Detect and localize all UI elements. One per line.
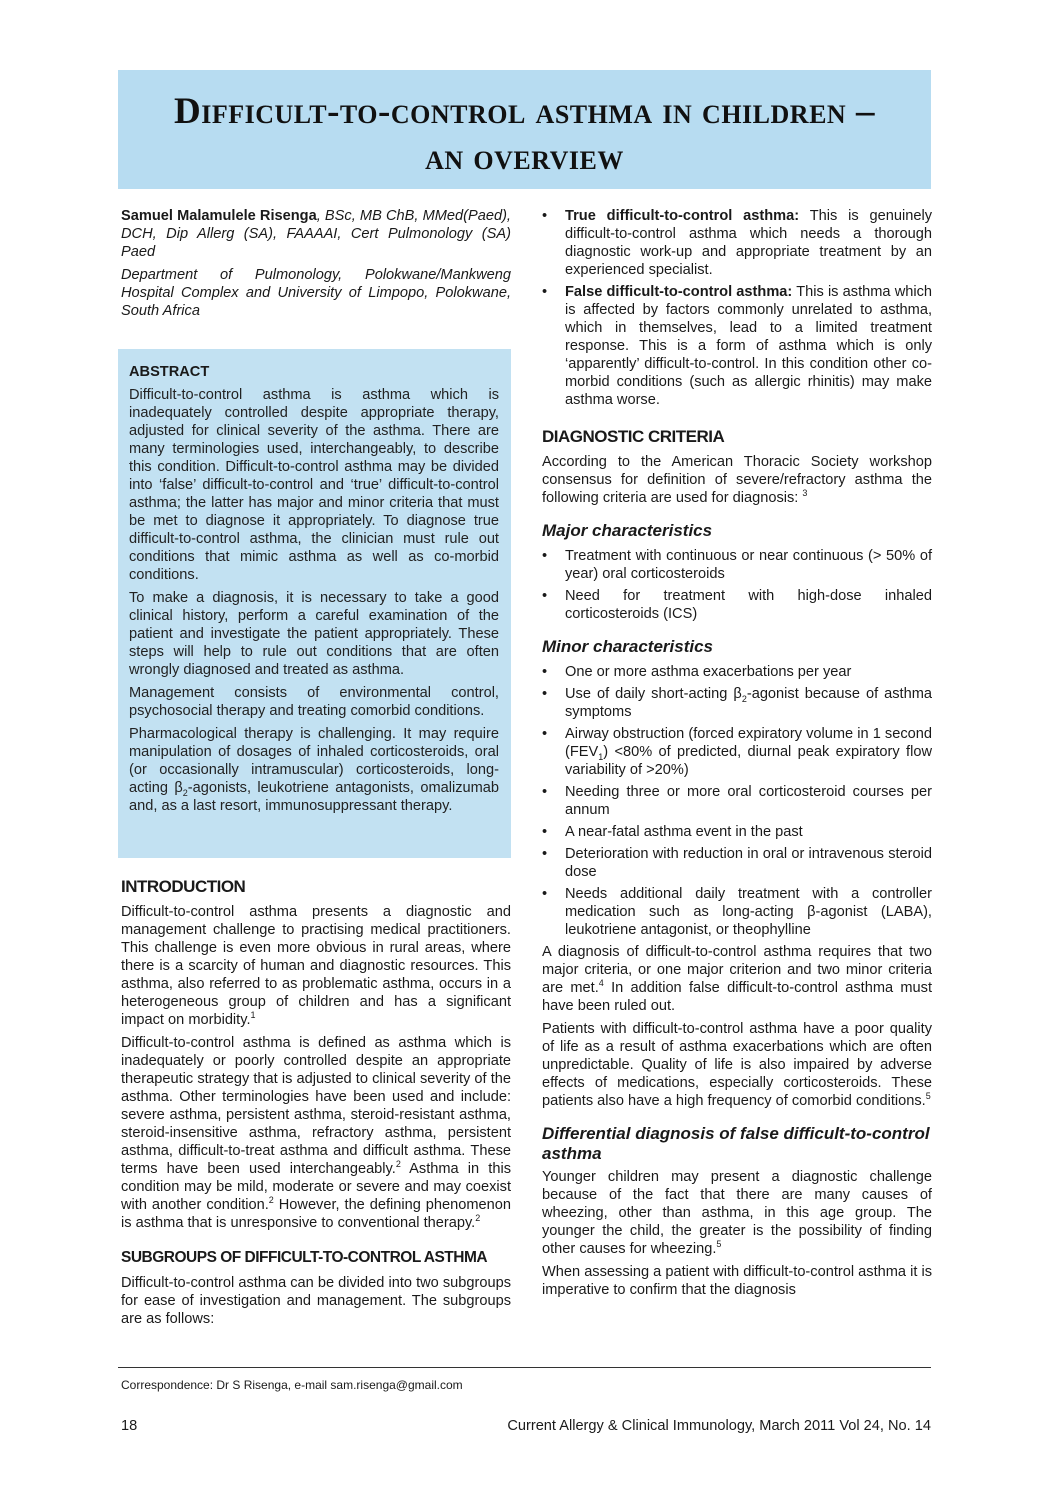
major-characteristics-heading: Major characteristics [542, 521, 713, 540]
body-paragraph [542, 1020, 932, 1110]
abstract-heading: ABSTRACT [129, 364, 210, 380]
abstract-box [118, 349, 511, 858]
text-span: Needing three or more oral corticosteroid courses per annum [565, 784, 932, 818]
term-label: True difficult-to-control asthma: [565, 208, 800, 224]
bullet: • [542, 664, 548, 680]
list-item [542, 663, 932, 681]
body-paragraph [121, 903, 511, 1029]
text-span: A diagnosis of difficult-to-control asthma requires that two major criteria, or one major criterion and two minor criteria are met. [542, 944, 932, 996]
text-span: This is genuinely difficult-to-control asthma which needs a thorough diagnostic work-up and appropriate treatment by an experienced specialist. [565, 208, 932, 278]
list-item [542, 685, 932, 721]
body-paragraph [542, 1168, 932, 1258]
text-span: Treatment with continuous or near continuous (> 50% of year) oral corticosteroids [565, 548, 932, 582]
beta-symbol: β [807, 904, 816, 920]
term-label: False difficult-to-control asthma: [565, 284, 793, 300]
text-span: -agonist (LABA), leukotriene antagonist, or theophylline [565, 904, 932, 938]
list-item [542, 587, 932, 623]
bullet: • [542, 284, 548, 300]
subgroup-list [542, 207, 932, 409]
text-span: According to the American Thoracic Society workshop consensus for definition of severe/refractory asthma the following criteria are used for diagnosis: [542, 454, 932, 506]
body-paragraph: Difficult-to-control asthma can be divided into two subgroups for ease of investigation and management. The subgroups are as follows: [121, 1275, 511, 1327]
text-span: Difficult-to-control asthma is defined as asthma which is inadequately or poorly controlled despite an appropriate therapeutic strategy that is adjusted to clinical severity of the asthma. Other terminologies have been used and include: severe asthma, persistent asthma, steroid-resistant asthma, steroid-insensitive asthma, refractory asthma, persistent asthma, difficult-to-treat asthma and difficult asthma. These terms have been used interchangeably. [121, 1035, 511, 1177]
left-column [121, 207, 511, 325]
author-block [121, 207, 511, 261]
body-paragraph [542, 943, 932, 1015]
body-paragraph [542, 453, 932, 507]
subscript: 2 [741, 693, 747, 704]
list-item [542, 823, 932, 841]
author-name: Samuel Malamulele Risenga [121, 208, 317, 224]
text-span: Airway obstruction (forced expiratory volume in 1 second (FEV [565, 726, 932, 760]
list-item [542, 547, 932, 583]
reference-number: 1 [250, 1010, 256, 1021]
author-credentials: , BSc, MB ChB, MMed(Paed), DCH, Dip Allerg (SA), FAAAAI, Cert Pulmonology (SA) Paed [121, 208, 511, 260]
reference-number: 2 [395, 1159, 401, 1170]
text-span: In addition false difficult-to-control asthma must have been ruled out. [542, 980, 933, 1014]
list-item [542, 845, 932, 881]
minor-characteristics-heading: Minor characteristics [542, 637, 714, 656]
body-paragraph: When assessing a patient with difficult-to-control asthma it is imperative to confirm that the diagnosis [542, 1264, 932, 1298]
list-item [542, 207, 932, 279]
list-item [542, 725, 932, 779]
beta-symbol: β [733, 686, 742, 702]
abstract-paragraph: Difficult-to-control asthma is asthma which is inadequately controlled despite appropriate therapy, adjusted for clinical severity of the asthma. There are many terminologies used, interchangeably, to describe this condition. Difficult-to-control asthma may be divided into ‘false’ difficult-to-control and ‘true’ difficult-to-control asthma; the latter has major and minor criteria that must be met to diagnose it appropriately. To diagnose true difficult-to-control asthma, the clinician must rule out conditions that mimic asthma as well as co-morbid conditions. [129, 387, 499, 583]
text-span: -agonists, leukotriene antagonists, omalizumab and, as a last resort, immunosuppressant therapy. [129, 780, 499, 814]
bullet: • [542, 686, 548, 702]
bullet: • [542, 846, 548, 862]
list-item [542, 283, 932, 409]
reference-number: 5 [925, 1091, 931, 1102]
minor-list [542, 663, 932, 939]
text-span: -agonist because of asthma symptoms [565, 686, 932, 720]
text-span: Patients with difficult-to-control asthma have a poor quality of life as a result of asthma exacerbations which are often unpredictable. Quality of life is also impaired by adverse effects of medications, especially corticosteroids. These patients also have a high frequency of comorbid conditions. [542, 1021, 932, 1109]
bullet: • [542, 548, 548, 564]
footer-divider [118, 1367, 931, 1368]
text-span: Asthma in this condition may be mild, moderate or severe and may coexist with another condition. [121, 1161, 511, 1213]
correspondence-note: Correspondence: Dr S Risenga, e-mail sam.risenga@gmail.com [121, 1378, 463, 1392]
bullet: • [542, 784, 548, 800]
page-number: 18 [121, 1418, 138, 1434]
text-span: However, the defining phenomenon is asthma that is unresponsive to conventional therapy. [121, 1197, 511, 1231]
text-span: Pharmacological therapy is challenging. It may require manipulation of dosages of inhaled corticosteroids, oral (or occasionally intramuscular) corticosteroids, long-acting [129, 726, 499, 796]
reference-number: 5 [716, 1239, 722, 1250]
diagnostic-criteria-heading: DIAGNOSTIC CRITERIA [542, 427, 725, 446]
text-span: Needs additional daily treatment with a controller medication such as long-acting [565, 886, 932, 920]
list-item [542, 885, 932, 939]
right-column [542, 207, 932, 1304]
text-span: A near-fatal asthma event in the past [565, 824, 803, 840]
text-span: This is asthma which is affected by factors commonly unrelated to asthma, which in themselves, lead to a limited treatment response. This is a form of asthma which is only ‘apparently’ difficult-to-control. In this condition other co-morbid conditions (such as allergic rhinitis) may make asthma worse. [565, 284, 933, 408]
article-title-line-2: an overview [425, 137, 624, 178]
text-span: Difficult-to-control asthma presents a diagnostic and management challenge to practising medical practitioners. This challenge is even more obvious in rural areas, where there is a scarcity of human and diagnostic resources. This asthma, also referred to as problematic asthma, occurs in a heterogeneous group of children and has a significant impact on morbidity. [121, 904, 511, 1028]
journal-citation: Current Allergy & Clinical Immunology, March 2011 Vol 24, No. 14 [507, 1418, 931, 1434]
title-banner [118, 70, 931, 189]
major-list [542, 547, 932, 623]
left-column-lower [121, 877, 511, 1333]
bullet: • [542, 886, 548, 902]
reference-number: 2 [475, 1213, 481, 1224]
subscript: 2 [182, 787, 188, 798]
list-item [542, 783, 932, 819]
beta-symbol: β [174, 780, 183, 796]
text-span: Deterioration with reduction in oral or intravenous steroid dose [565, 846, 932, 880]
subgroups-heading: SUBGROUPS OF DIFFICULT-TO-CONTROL ASTHMA [121, 1249, 488, 1266]
article-title-line-1: Difficult-to-control asthma in children – [174, 91, 875, 132]
bullet: • [542, 726, 548, 742]
author-affiliation: Department of Pulmonology, Polokwane/Mankweng Hospital Complex and University of Limpopo, Polokwane, South Africa [121, 267, 511, 319]
abstract-paragraph: To make a diagnosis, it is necessary to take a good clinical history, perform a careful examination of the patient and investigate the patient appropriately. These steps will help to rule out conditions that are often wrongly diagnosed and treated as asthma. [129, 590, 499, 678]
bullet: • [542, 824, 548, 840]
abstract-paragraph: Management consists of environmental control, psychosocial therapy and treating comorbid conditions. [129, 685, 499, 719]
reference-number: 3 [802, 488, 808, 499]
text-span: Use of daily short-acting [565, 686, 734, 702]
bullet: • [542, 208, 548, 224]
body-paragraph [121, 1034, 511, 1232]
subscript: 1 [598, 751, 604, 762]
abstract-paragraph [129, 725, 499, 815]
introduction-heading: INTRODUCTION [121, 877, 246, 896]
text-span: Need for treatment with high-dose inhaled corticosteroids (ICS) [565, 588, 932, 622]
text-span: Younger children may present a diagnostic challenge because of the fact that there are many causes of wheezing, other than asthma, in this age group. The younger the child, the greater is the possibility of finding other causes for wheezing. [542, 1169, 932, 1257]
bullet: • [542, 588, 548, 604]
reference-number: 2 [268, 1195, 274, 1206]
reference-number: 4 [598, 978, 604, 989]
text-span: One or more asthma exacerbations per year [565, 664, 852, 680]
text-span: ) <80% of predicted, diurnal peak expiratory flow variability of >20%) [565, 744, 932, 778]
differential-diagnosis-heading: Differential diagnosis of false difficult-to-control asthma [542, 1124, 930, 1163]
